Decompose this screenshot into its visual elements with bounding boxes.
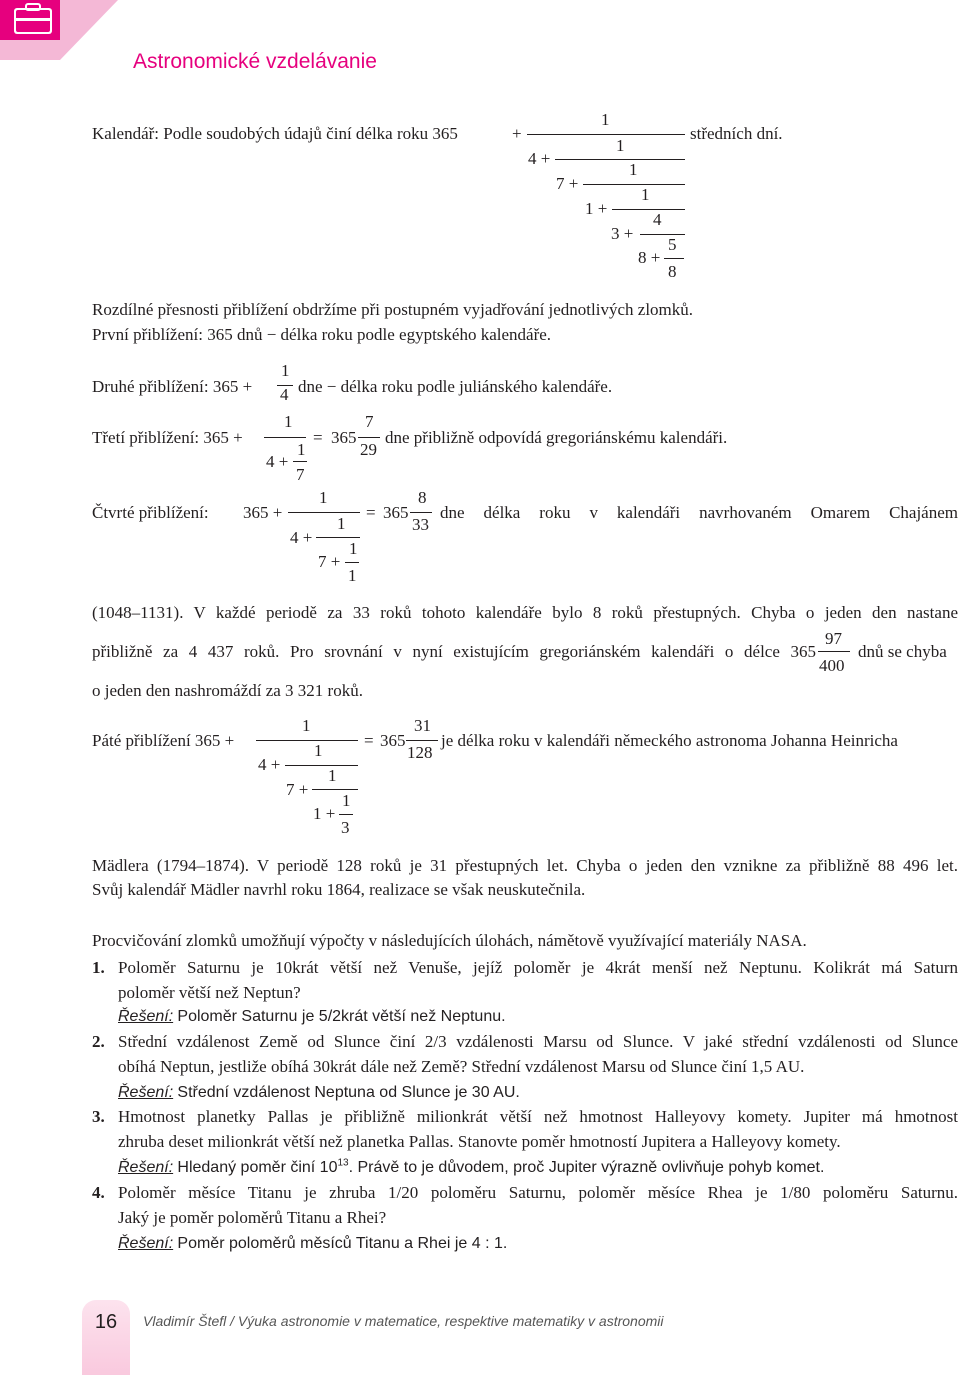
paragraph: Procvičování zlomků umožňují výpočty v následujících úlohách, námětově využívající materiály NASA. bbox=[92, 931, 807, 950]
ctvrte-suffix: dne délka roku v kalendáři navrhovaném Omarem Chajánem bbox=[440, 503, 958, 522]
frac-den: 7 + bbox=[318, 552, 341, 571]
pate-suffix: je délka roku v kalendáři německého astronoma Johanna Heinricha bbox=[441, 731, 898, 750]
fraction-bar bbox=[316, 537, 360, 538]
fraction-bar bbox=[312, 789, 358, 790]
frac-den: 4 + bbox=[290, 528, 313, 547]
frac-num: 7 bbox=[365, 412, 374, 431]
plus-sign: + bbox=[512, 124, 522, 143]
fraction-bar bbox=[345, 562, 359, 563]
pate-prefix: Páté přiblížení 365 + bbox=[92, 731, 235, 750]
frac-num: 1 bbox=[342, 791, 351, 810]
fraction-bar bbox=[527, 134, 685, 135]
task-text: Střední vzdálenost Země od Slunce činí 2/3 vzdálenosti Marsu od Slunce. V jaké střední vzdálenosti od Slunce bbox=[118, 1032, 958, 1051]
task-text: obíhá Neptun, jestliže obíhá 30krát dále než Země? Střední vzdálenost Marsu od Slunce činí 1,5 AU. bbox=[118, 1057, 805, 1076]
page-number: 16 bbox=[94, 1311, 118, 1333]
paragraph: (1048–1131). V každé periodě za 33 roků tohoto kalendáře bylo 8 roků přestupných. Chyba o jeden den nastane bbox=[92, 603, 958, 622]
task-text: Poloměr Saturnu je 10krát větší než Venuše, jejíž poloměr je 4krát menší než Neptunu. Kolikrát má Saturn bbox=[118, 958, 958, 977]
frac-num: 31 bbox=[414, 716, 431, 735]
frac-den: 29 bbox=[360, 440, 377, 459]
frac-num: 1 bbox=[319, 488, 328, 507]
fraction-bar bbox=[612, 209, 685, 210]
task-number: 3. bbox=[92, 1107, 105, 1126]
whole: 365 + bbox=[243, 503, 283, 522]
equals-sign: = bbox=[366, 503, 376, 522]
briefcase-logo-icon bbox=[0, 0, 118, 60]
frac-num: 1 bbox=[297, 440, 306, 459]
frac-den: 4 + bbox=[258, 755, 281, 774]
fraction-bar bbox=[664, 258, 684, 259]
header-title: Astronomické vzdelávanie bbox=[133, 50, 377, 73]
frac-num: 8 bbox=[418, 488, 427, 507]
cf-term: 5 bbox=[668, 235, 677, 254]
frac-num: 1 bbox=[281, 361, 290, 380]
cf-term: 3 + bbox=[611, 224, 634, 243]
task-solution: Řešení: Poloměr Saturnu je 5/2krát větší než Neptunu. bbox=[118, 1008, 506, 1025]
fraction-bar bbox=[293, 461, 307, 462]
frac-num: 1 bbox=[284, 412, 293, 431]
task-text: Hmotnost planetky Pallas je přibližně milionkrát větší než hmotnost Halleyovy komety. Jupiter má hmotnost bbox=[118, 1107, 958, 1126]
druhe-prefix: Druhé přiblížení: 365 + bbox=[92, 377, 253, 396]
task-number: 2. bbox=[92, 1032, 105, 1051]
cf-term: 1 + bbox=[585, 199, 608, 218]
fraction-bar bbox=[288, 512, 360, 513]
frac-den: 4 bbox=[280, 385, 289, 404]
cf-term: 8 + bbox=[638, 248, 661, 267]
result-whole: 365 bbox=[383, 503, 409, 522]
frac-num: 1 bbox=[337, 514, 346, 533]
result-whole: 365 bbox=[380, 731, 406, 750]
fraction-bar bbox=[256, 740, 358, 741]
frac-num: 1 bbox=[314, 741, 323, 760]
paragraph: přibližně za 4 437 roků. Pro srovnání v nyní existujícím gregoriánském kalendáři o délce 365 bbox=[92, 642, 816, 661]
fraction-bar bbox=[818, 651, 850, 652]
ctvrte-prefix: Čtvrté přiblížení: bbox=[92, 503, 209, 522]
fraction-bar bbox=[555, 159, 685, 160]
fraction-bar bbox=[358, 437, 380, 438]
frac-den: 4 + bbox=[266, 452, 289, 471]
frac-den: 400 bbox=[819, 656, 845, 675]
druhe-suffix: dne − délka roku podle juliánského kalendáře. bbox=[298, 377, 613, 396]
task-text: zhruba deset milionkrát větší než planetka Pallas. Stanovte poměr hmotností Jupitera a Halleyovy komety. bbox=[118, 1132, 841, 1151]
cf-term: 8 bbox=[668, 262, 677, 281]
cf-term: 1 bbox=[641, 185, 650, 204]
frac-num: 97 bbox=[825, 629, 842, 648]
frac-den: 3 bbox=[341, 818, 350, 837]
task-number: 1. bbox=[92, 958, 105, 977]
treti-suffix: dne přibližně odpovídá gregoriánskému kalendáři. bbox=[385, 428, 728, 447]
equals-sign: = bbox=[313, 428, 323, 447]
cf-term: 1 bbox=[629, 160, 638, 179]
task-number: 4. bbox=[92, 1183, 105, 1202]
task-text: Poloměr měsíce Titanu je zhruba 1/20 poloměru Saturnu, poloměr měsíce Rhea je 1/80 poloměru Saturnu. bbox=[118, 1183, 958, 1202]
paragraph: o jeden den nashromáždí za 3 321 roků. bbox=[92, 681, 363, 700]
result-whole: 365 bbox=[331, 428, 357, 447]
frac-num: 1 bbox=[302, 716, 311, 735]
fraction-bar bbox=[406, 740, 438, 741]
fraction-bar bbox=[410, 512, 432, 513]
paragraph: dnů se chyba bbox=[858, 642, 947, 661]
fraction-bar bbox=[264, 437, 306, 438]
fraction-bar bbox=[339, 814, 353, 815]
frac-den: 1 + bbox=[313, 804, 336, 823]
paragraph: Rozdílné přesnosti přiblížení obdržíme při postupném vyjadřování jednotlivých zlomků. bbox=[92, 300, 694, 319]
frac-den: 33 bbox=[412, 515, 429, 534]
equals-sign: = bbox=[364, 731, 374, 750]
cf-term: 1 bbox=[601, 110, 610, 129]
task-text: Jaký je poměr poloměrů Titanu a Rhei? bbox=[118, 1208, 387, 1227]
frac-num: 1 bbox=[328, 766, 337, 785]
task-solution: Řešení: Střední vzdálenost Neptuna od Slunce je 30 AU. bbox=[118, 1084, 520, 1101]
cf-term: 4 + bbox=[528, 149, 551, 168]
footer-text: Vladimír Štefl / Výuka astronomie v matematice, respektive matematiky v astronomii bbox=[143, 1313, 664, 1329]
frac-den: 1 bbox=[348, 566, 357, 585]
task-solution: Řešení: Poměr poloměrů měsíců Titanu a Rhei je 4 : 1. bbox=[118, 1235, 508, 1252]
task-solution: Řešení: Hledaný poměr činí $10^{13}$. Právě to je důvodem, proč Jupiter výrazně ovlivňuje pohyb komet. bbox=[118, 1157, 825, 1176]
kalendar-prefix: Kalendář: Podle soudobých údajů činí délka roku 365 bbox=[92, 124, 458, 143]
fraction-bar bbox=[285, 765, 358, 766]
frac-den: 128 bbox=[407, 743, 433, 762]
cf-term: 7 + bbox=[556, 174, 579, 193]
cf-term: 4 bbox=[653, 210, 662, 229]
paragraph: První přiblížení: 365 dnů − délka roku podle egyptského kalendáře. bbox=[92, 325, 552, 344]
kalendar-suffix: středních dní. bbox=[690, 124, 783, 143]
frac-den: 7 + bbox=[286, 780, 309, 799]
frac-num: 1 bbox=[349, 539, 358, 558]
task-text: poloměr větší než Neptun? bbox=[118, 983, 301, 1002]
paragraph: Mädlera (1794–1874). V periodě 128 roků je 31 přestupných let. Chyba o jeden den vznikne za přibližně 88 496 let. bbox=[92, 856, 958, 875]
treti-prefix: Třetí přiblížení: 365 + bbox=[92, 428, 243, 447]
frac-den: 7 bbox=[296, 465, 305, 484]
fraction-bar bbox=[583, 184, 685, 185]
paragraph: Svůj kalendář Mädler navrhl roku 1864, realizace se však neuskutečnila. bbox=[92, 880, 586, 899]
logo bbox=[0, 0, 118, 60]
fraction-bar bbox=[640, 234, 685, 235]
cf-term: 1 bbox=[616, 136, 625, 155]
